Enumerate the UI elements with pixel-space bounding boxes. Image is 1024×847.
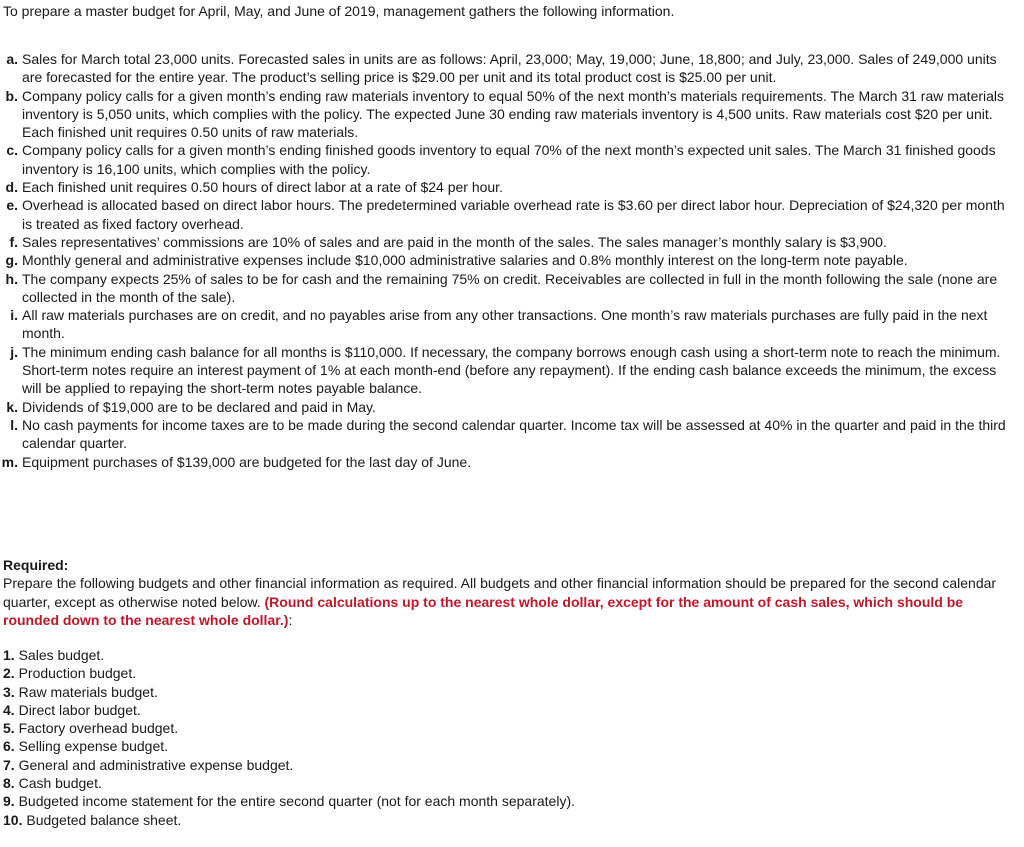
requirement-item-5 (3, 719, 1013, 737)
item-letter: k. (6, 398, 18, 415)
requirement-number: 9. (3, 793, 15, 810)
requirement-number: 2. (3, 665, 15, 682)
item-text: Overhead is allocated based on direct labor hours. The predetermined variable overhead rate is $3.60 per direct labor hour. Depreciation of $24,320 per month is treated as fixed factory overhead. (22, 197, 1005, 232)
required-instructions (3, 574, 1013, 629)
requirement-text: General and administrative expense budget. (18, 756, 294, 773)
requirement-item-3 (3, 683, 1013, 701)
information-list (0, 50, 1010, 471)
requirement-item-9 (3, 792, 1013, 810)
required-trailing: : (288, 611, 293, 628)
intro-text: To prepare a master budget for April, May, and June of 2019, management gathers the following information. (3, 3, 675, 19)
info-item-f (0, 233, 1010, 251)
item-text: Company policy calls for a given month’s ending raw materials inventory to equal 50% of the next month’s materials requirements. The March 31 raw materials inventory is 5,050 units, which complies with the policy. The expected June 30 ending raw materials inventory is 4,500 units. Raw materials cost $20 per unit. Each finished unit requires 0.50 units of raw materials. (22, 87, 1005, 141)
info-item-l (0, 416, 1010, 453)
info-item-g (0, 251, 1010, 269)
item-letter: d. (5, 179, 18, 196)
required-text: Prepare the following budgets and other financial information as required. All budgets and other financial information should be prepared for the second calendar quarter, except as otherwise noted below. (3, 575, 997, 610)
info-item-h (0, 270, 1010, 307)
item-letter: h. (5, 270, 18, 287)
info-item-i (0, 306, 1010, 343)
item-text: Dividends of $19,000 are to be declared and paid in May. (22, 398, 376, 415)
item-text: The minimum ending cash balance for all months is $110,000. If necessary, the company borrows enough cash using a short-term note to reach the minimum. Short-term notes require an interest payment of 1% at each month-end (before any repayment). If the ending cash balance exceeds the minimum, the excess will be applied to repaying the short-term notes payable balance. (22, 343, 1001, 397)
requirement-number: 7. (3, 756, 15, 773)
info-item-e (0, 196, 1010, 233)
item-text: Equipment purchases of $139,000 are budgeted for the last day of June. (22, 453, 472, 470)
requirement-item-10 (3, 811, 1013, 829)
requirement-item-8 (3, 774, 1013, 792)
requirement-number: 6. (3, 738, 15, 755)
item-letter: f. (9, 233, 18, 250)
item-text: All raw materials purchases are on credit, and no payables arise from any other transactions. One month’s raw materials purchases are fully paid in the next month. (22, 307, 988, 342)
rounding-note: (Round calculations up to the nearest whole dollar, except for the amount of cash sales, which should be rounded down to the nearest whole dollar.) (3, 593, 964, 628)
requirement-text: Budgeted balance sheet. (26, 811, 182, 828)
item-text: Each finished unit requires 0.50 hours of direct labor at a rate of $24 per hour. (22, 179, 503, 196)
item-text: No cash payments for income taxes are to be made during the second calendar quarter. Income tax will be assessed at 40% in the quarter and paid in the third calendar quarter. (22, 416, 1006, 452)
item-letter: j. (10, 343, 18, 360)
requirement-text: Factory overhead budget. (18, 720, 179, 737)
info-item-k (0, 398, 1010, 416)
requirement-item-6 (3, 737, 1013, 755)
requirement-text: Budgeted income statement for the entire second quarter (not for each month separately). (18, 793, 576, 810)
info-item-m (0, 453, 1010, 471)
item-letter: c. (6, 142, 18, 159)
item-letter: b. (5, 87, 18, 104)
item-letter: e. (6, 197, 18, 214)
requirement-text: Cash budget. (18, 775, 102, 792)
item-letter: a. (6, 51, 18, 67)
requirement-number: 10. (3, 811, 23, 828)
info-item-b (0, 87, 1010, 142)
item-text: Sales representatives’ commissions are 10% of sales and are paid in the month of the sales. The sales manager’s monthly salary is $3,900. (22, 233, 887, 250)
requirement-item-4 (3, 701, 1013, 719)
requirement-item-2 (3, 664, 1013, 682)
item-text: Sales for March total 23,000 units. Forecasted sales in units are as follows: April, 23,000; May, 19,000; June, 18,800; and July, 23,000. Sales of 249,000 units are forecasted for the entire year. The product’s selling price is $29.00 per unit and its total product cost is $25.00 per unit. (22, 51, 997, 86)
requirement-number: 3. (3, 683, 15, 700)
item-letter: g. (5, 252, 18, 269)
item-text: Monthly general and administrative expenses include $10,000 administrative salaries and 0.8% monthly interest on the long-term note payable. (22, 252, 908, 269)
requirement-text: Sales budget. (18, 647, 105, 663)
info-item-c (0, 141, 1010, 178)
requirement-number: 8. (3, 775, 15, 792)
requirement-text: Raw materials budget. (18, 683, 158, 700)
info-item-j (0, 343, 1010, 398)
requirement-text: Selling expense budget. (18, 738, 169, 755)
requirement-item-7 (3, 756, 1013, 774)
requirement-text: Production budget. (18, 665, 137, 682)
info-item-d (0, 178, 1010, 196)
item-letter: m. (1, 453, 18, 470)
item-letter: i. (10, 307, 18, 324)
info-item-a (0, 50, 1010, 87)
required-section (3, 556, 1013, 629)
requirements-list (3, 646, 1013, 829)
item-letter: l. (10, 416, 18, 433)
requirement-text: Direct labor budget. (18, 701, 141, 718)
item-text: The company expects 25% of sales to be for cash and the remaining 75% on credit. Receivables are collected in full in the month following the sale (none are collected in the month of the sale). (22, 270, 998, 305)
requirement-number: 5. (3, 720, 15, 737)
item-text: Company policy calls for a given month’s ending finished goods inventory to equal 70% of the next month’s expected unit sales. The March 31 finished goods inventory is 16,100 units, which complies with the policy. (22, 142, 996, 177)
requirement-number: 1. (3, 647, 15, 663)
requirement-number: 4. (3, 701, 15, 718)
requirement-item-1 (3, 646, 1013, 664)
required-heading: Required: (3, 557, 69, 573)
